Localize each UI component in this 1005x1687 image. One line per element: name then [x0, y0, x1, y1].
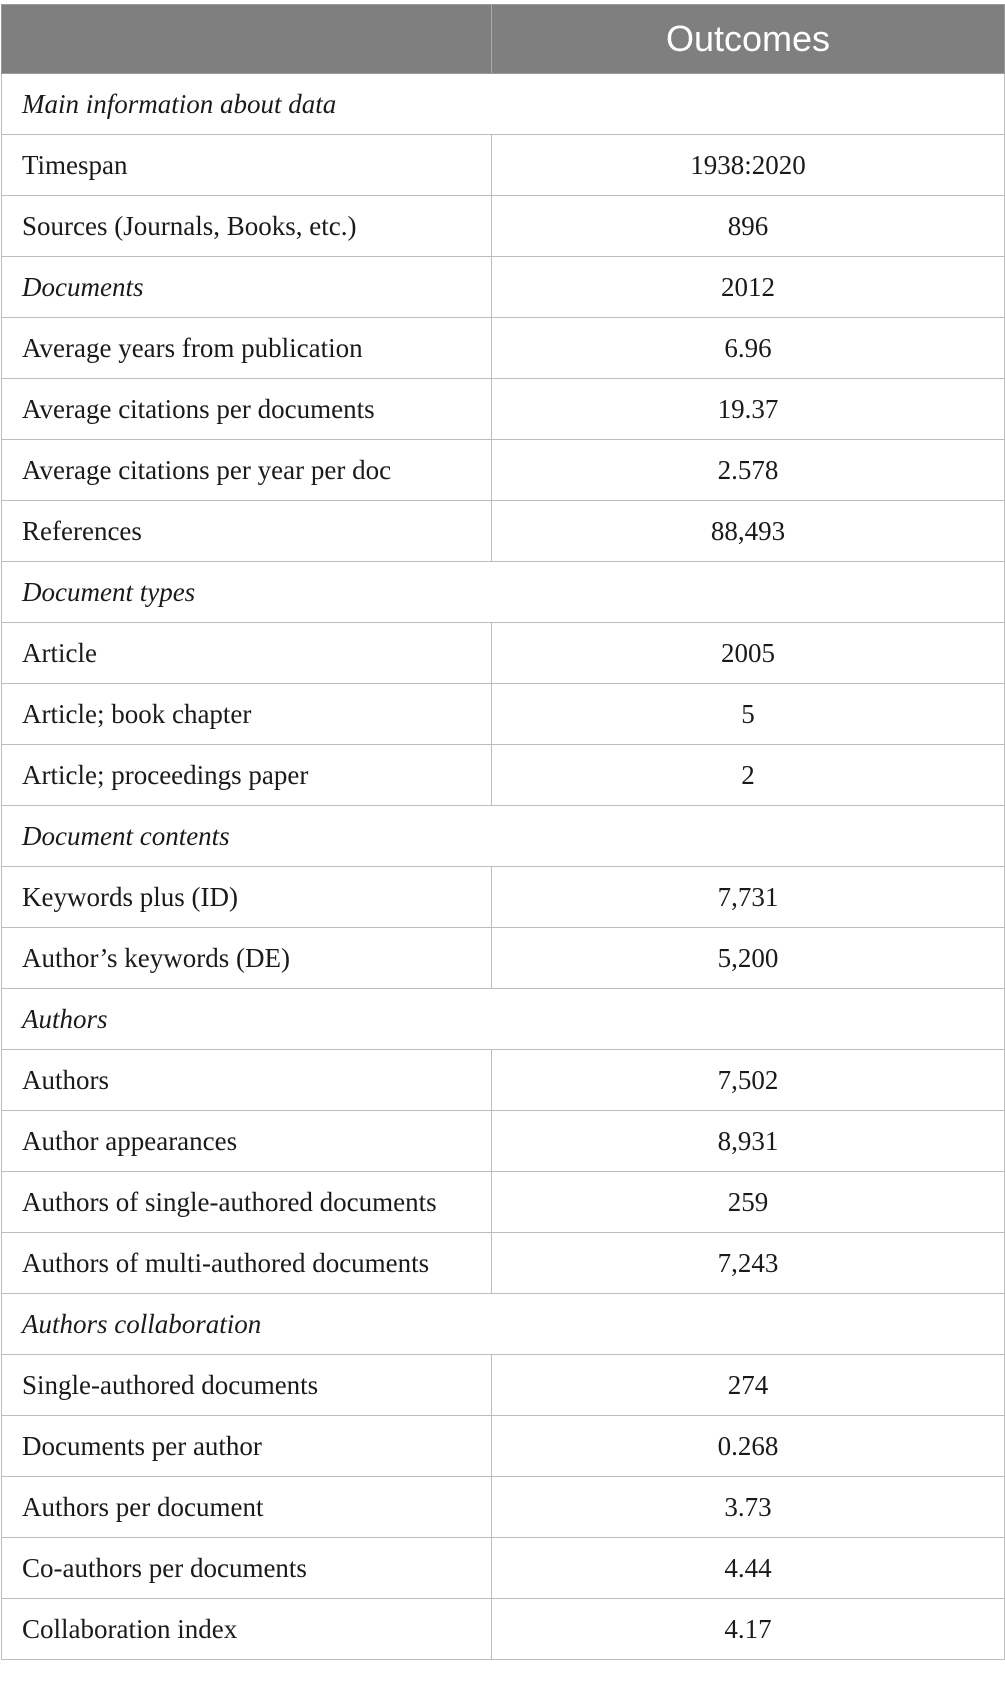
row-label: Article; proceedings paper: [2, 745, 492, 806]
table-row: [2, 196, 1005, 257]
row-value: 274: [492, 1355, 1005, 1416]
row-label: Authors of single-authored documents: [2, 1172, 492, 1233]
row-value: 896: [492, 196, 1005, 257]
row-value: 2012: [492, 257, 1005, 318]
section-header-label: Document contents: [2, 806, 1005, 867]
section-header-row: [2, 806, 1005, 867]
row-label: Co-authors per documents: [2, 1538, 492, 1599]
section-header-label: Authors collaboration: [2, 1294, 1005, 1355]
row-label: Author’s keywords (DE): [2, 928, 492, 989]
row-value: 19.37: [492, 379, 1005, 440]
row-value: 2005: [492, 623, 1005, 684]
row-value: 4.44: [492, 1538, 1005, 1599]
header-cell-outcomes: Outcomes: [492, 5, 1005, 74]
row-value: 5: [492, 684, 1005, 745]
row-label: Authors: [2, 1050, 492, 1111]
table-row: [2, 1233, 1005, 1294]
table-row: [2, 623, 1005, 684]
table-row: [2, 1538, 1005, 1599]
table-row: [2, 1416, 1005, 1477]
row-label: Article; book chapter: [2, 684, 492, 745]
row-value: 0.268: [492, 1416, 1005, 1477]
table-row: [2, 1111, 1005, 1172]
table-row: [2, 1355, 1005, 1416]
table-row: [2, 745, 1005, 806]
row-value: 7,731: [492, 867, 1005, 928]
table-row: [2, 928, 1005, 989]
row-label: Average years from publication: [2, 318, 492, 379]
row-label: Single-authored documents: [2, 1355, 492, 1416]
row-label: Authors of multi-authored documents: [2, 1233, 492, 1294]
row-value: 7,243: [492, 1233, 1005, 1294]
table-row: [2, 440, 1005, 501]
row-label: Timespan: [2, 135, 492, 196]
section-header-label: Document types: [2, 562, 1005, 623]
row-value: 88,493: [492, 501, 1005, 562]
table-row: [2, 1050, 1005, 1111]
row-label: Average citations per documents: [2, 379, 492, 440]
table-row: [2, 135, 1005, 196]
row-value: 4.17: [492, 1599, 1005, 1660]
table-row: [2, 1172, 1005, 1233]
row-label: References: [2, 501, 492, 562]
row-label: Average citations per year per doc: [2, 440, 492, 501]
section-header-row: [2, 989, 1005, 1050]
row-value: 1938:2020: [492, 135, 1005, 196]
section-header-label: Authors: [2, 989, 1005, 1050]
table-row: [2, 1477, 1005, 1538]
bibliometric-summary-table: [1, 4, 1005, 1660]
row-label: Documents per author: [2, 1416, 492, 1477]
table-body: [2, 74, 1005, 1660]
row-label: Sources (Journals, Books, etc.): [2, 196, 492, 257]
row-label: Author appearances: [2, 1111, 492, 1172]
row-value: 3.73: [492, 1477, 1005, 1538]
header-row: [2, 5, 1005, 74]
row-value: 8,931: [492, 1111, 1005, 1172]
row-value: 259: [492, 1172, 1005, 1233]
row-value: 6.96: [492, 318, 1005, 379]
row-label: Authors per document: [2, 1477, 492, 1538]
row-label: Collaboration index: [2, 1599, 492, 1660]
row-value: 5,200: [492, 928, 1005, 989]
table-row: [2, 867, 1005, 928]
table-row: [2, 257, 1005, 318]
section-header-label: Main information about data: [2, 74, 1005, 135]
row-value: 2.578: [492, 440, 1005, 501]
section-header-row: [2, 562, 1005, 623]
table-header: [2, 5, 1005, 74]
row-label: Keywords plus (ID): [2, 867, 492, 928]
table-row: [2, 501, 1005, 562]
section-header-row: [2, 1294, 1005, 1355]
table-row: [2, 684, 1005, 745]
row-label: Documents: [2, 257, 492, 318]
header-cell-empty: [2, 5, 492, 74]
table-row: [2, 379, 1005, 440]
table-row: [2, 318, 1005, 379]
row-value: 7,502: [492, 1050, 1005, 1111]
row-value: 2: [492, 745, 1005, 806]
table-row: [2, 1599, 1005, 1660]
row-label: Article: [2, 623, 492, 684]
section-header-row: [2, 74, 1005, 135]
